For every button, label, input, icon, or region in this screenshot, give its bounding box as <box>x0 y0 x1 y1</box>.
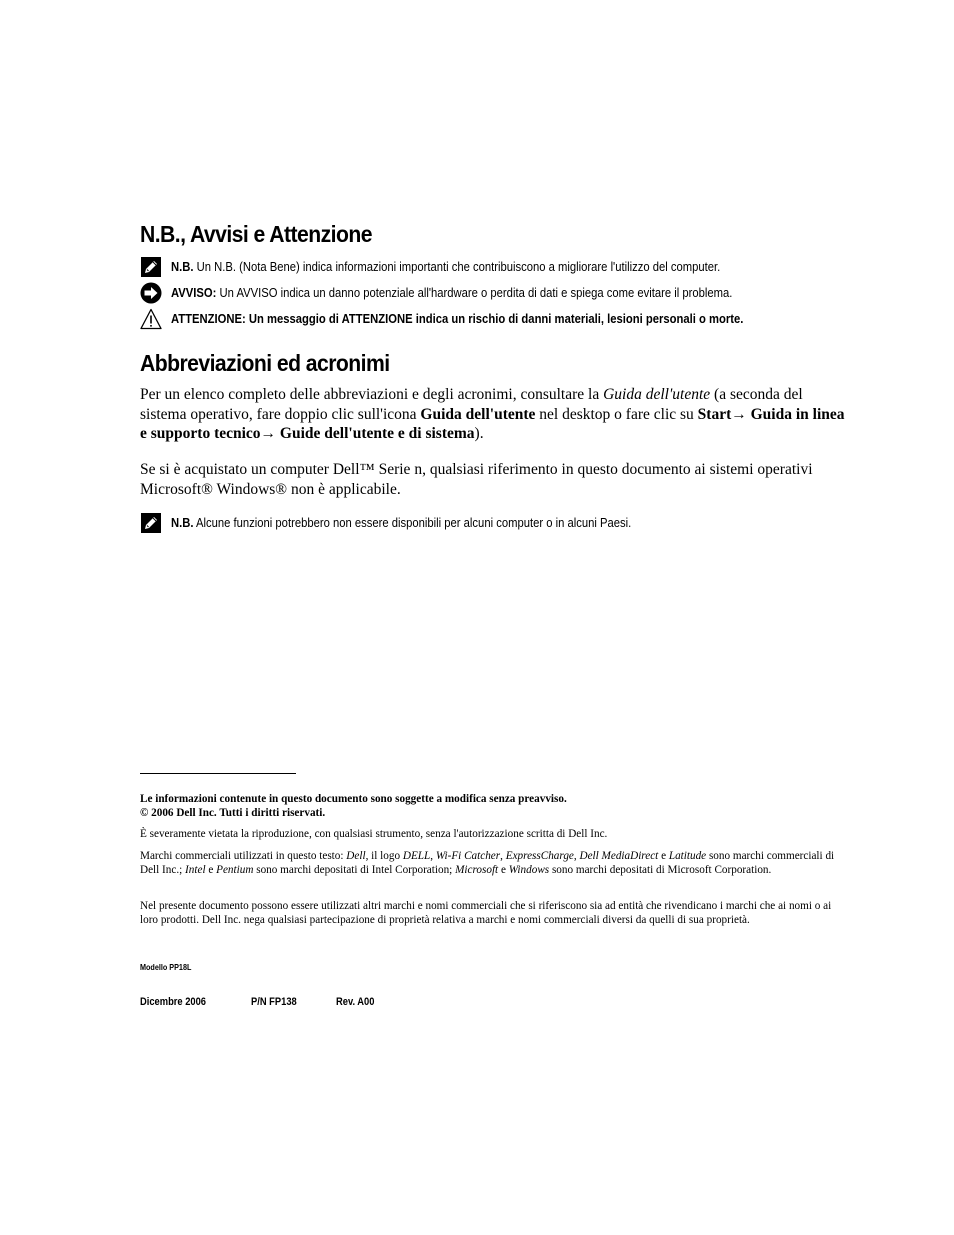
arrow-icon: → <box>260 425 277 442</box>
text-run: ). <box>474 425 484 442</box>
notice-line: Le informazioni contenute in questo documento sono soggette a modifica senza preavviso. <box>140 793 567 805</box>
text-run: Marchi commerciali utilizzati in questo testo: <box>140 850 347 862</box>
trademark: Intel <box>185 864 206 876</box>
start-ref: Start <box>697 405 732 423</box>
note-label: AVVISO: <box>171 286 217 300</box>
text-run: (a seconda del sistema operativo, fare doppio clic sull'icona <box>140 386 803 423</box>
reproduction-notice: È severamente vietata la riproduzione, con qualsiasi strumento, senza l'autorizzazione scritta di Dell Inc. <box>140 828 608 840</box>
text-run: , <box>573 850 580 862</box>
text-run: , <box>430 850 436 862</box>
other-trademarks-paragraph: Nel presente documento possono essere utilizzati altri marchi e nomi commerciali che si riferiscono sia ad entità che rivendicano i marchi che ai nomi o ai loro prodotti. Dell Inc. nega qualsiasi partecipazione di proprietà relativa a marchi e nomi commerciali diversi da quelli di sua proprietà. <box>140 900 832 926</box>
text-run: Per un elenco completo delle abbreviazioni e degli acronimi, consultare la <box>140 386 604 403</box>
trademarks-paragraph <box>140 849 842 877</box>
section-title-notes: N.B., Avvisi e Attenzione <box>140 221 372 247</box>
trademark: Dell <box>346 850 366 862</box>
trademark: Pentium <box>216 864 254 876</box>
note-text: Un N.B. (Nota Bene) indica informazioni importanti che contribuiscono a migliorare l'utilizzo del computer. <box>193 260 721 274</box>
note-nb-2 <box>140 512 682 534</box>
pencil-note-icon <box>140 256 162 278</box>
note-text: Un messaggio di ATTENZIONE indica un rischio di danni materiali, lesioni personali o morte. <box>245 312 744 326</box>
arrow-icon: → <box>731 405 747 423</box>
section-title-abbreviations: Abbreviazioni ed acronimi <box>140 350 390 376</box>
text-run: sono marchi commerciali di Dell Inc.; <box>140 850 835 876</box>
footer-date: Dicembre 2006 <box>140 996 207 1008</box>
model-number: Modello PP18L <box>140 962 192 972</box>
trademark: ExpressCharge <box>505 850 574 862</box>
notice-arrow-icon <box>140 282 162 304</box>
note-label: N.B. <box>171 516 194 530</box>
help-support-ref: Guida in linea e supporto tecnico <box>140 405 845 442</box>
text-run: sono marchi depositati di Microsoft Corporation. <box>549 864 772 876</box>
trademark: Latitude <box>668 850 707 862</box>
trademark: Wi-Fi Catcher <box>435 850 501 862</box>
note-text: Un AVVISO indica un danno potenziale all'hardware o perdita di dati e spiega come evitare il problema. <box>216 286 733 300</box>
footer-revision: Rev. A00 <box>336 996 375 1008</box>
trademark: Dell MediaDirect <box>579 850 659 862</box>
user-guide-ref: Guida dell'utente <box>603 386 711 403</box>
note-label: N.B. <box>171 260 194 274</box>
text-run: nel desktop o fare clic su <box>535 405 698 423</box>
text-run: e <box>205 864 217 876</box>
warning-triangle-icon <box>140 308 162 330</box>
copyright-line: © 2006 Dell Inc. Tutti i diritti riservati. <box>140 807 326 819</box>
text-run: , il logo <box>365 850 403 862</box>
user-guide-icon-ref: Guida dell'utente <box>420 405 536 423</box>
trademark: Microsoft <box>455 864 499 876</box>
paragraph-serie-n: Se si è acquistato un computer Dell™ Serie n, qualsiasi riferimento in questo documento ai sistemi operativi Microsoft® Windows® non è applicabile. <box>140 461 813 498</box>
note-nb <box>140 256 781 278</box>
system-guides-ref: Guide dell'utente e di sistema <box>276 425 475 442</box>
pencil-note-icon <box>140 512 162 534</box>
text-run: e <box>658 850 669 862</box>
paragraph-abbreviations <box>140 385 845 444</box>
trademark: DELL <box>402 850 431 862</box>
trademark: Windows <box>508 864 550 876</box>
note-label: ATTENZIONE: <box>171 312 246 326</box>
text-run: , <box>500 850 506 862</box>
text-run: sono marchi depositati di Intel Corporation; <box>253 864 456 876</box>
note-avviso <box>140 282 795 304</box>
legal-notice <box>140 792 842 820</box>
footer-part-number: P/N FP138 <box>251 996 297 1008</box>
note-attenzione <box>140 308 807 330</box>
divider <box>140 773 296 774</box>
note-text: Alcune funzioni potrebbero non essere disponibili per alcuni computer o in alcuni Paesi. <box>193 516 632 530</box>
text-run: e <box>498 864 509 876</box>
